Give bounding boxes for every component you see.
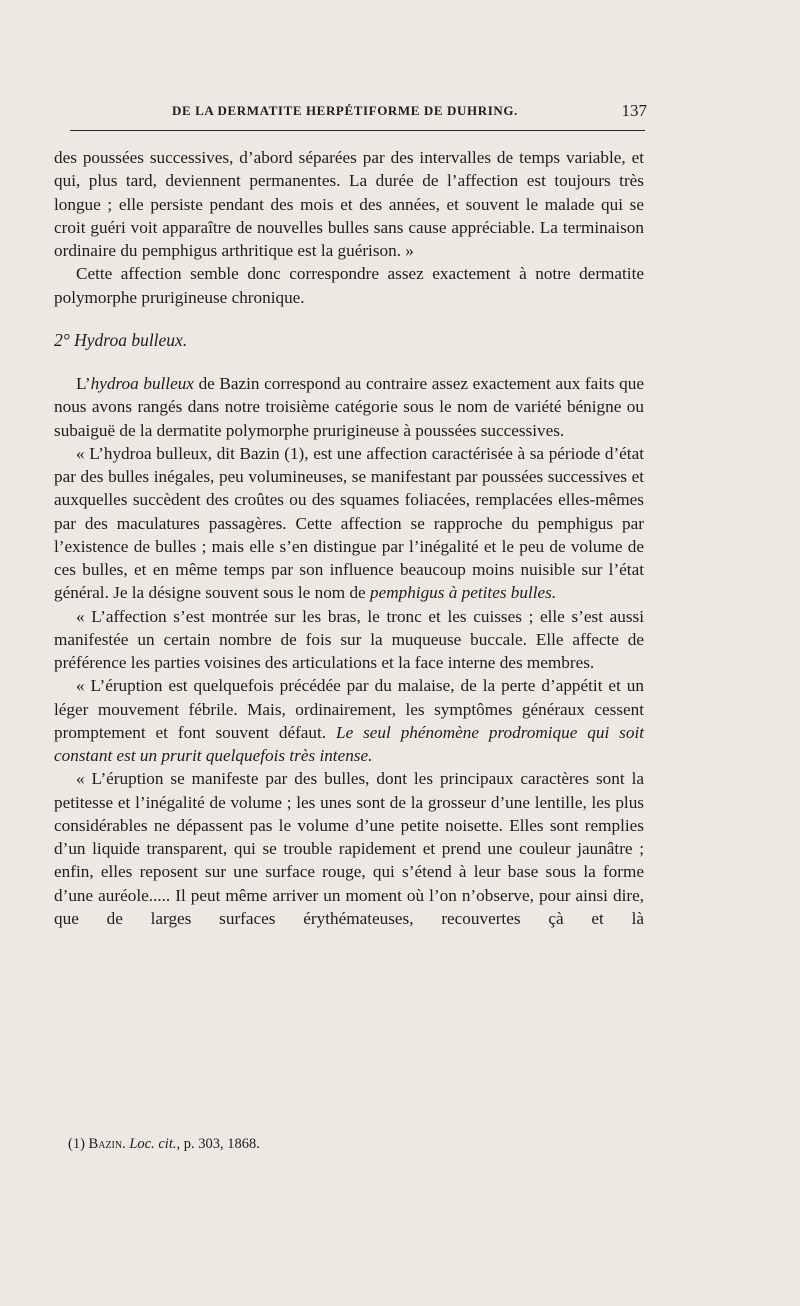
footnote-separator: .	[122, 1136, 130, 1152]
paragraph-4-text: « L’hydroa bulleux, dit Bazin (1), est une affection caractérisée à sa période d’état par des bulles inégales, peu volumineuses, se manifestant par poussées successives et auxquelles succèdent des croûtes ou des squames foliacées, remplacées elles-mêmes par des maculatures passagères. Cette affection se rapproche du pemphigus par l’existence de bulles ; mais elle s’en distingue par l’inégalité et le peu de volume de ces bulles, et en même temps par son influence beaucoup moins nuisible sur l’état général. Je la désigne souvent sous le nom de	[54, 443, 644, 603]
footnote	[68, 1134, 643, 1154]
paragraph-1: des poussées successives, d’abord séparées par des intervalles de temps variable, et qui, plus tard, deviennent permanentes. La durée de l’affection est toujours très longue ; elle persiste pendant des mois et des années, et souvent le malade qui se croit guéri voit apparaître de nouvelles bulles sans cause appréciable. La terminaison ordinaire du pemphigus arthritique est la guérison. »	[54, 148, 644, 260]
paragraph-4-italic: pemphigus à petites bulles.	[369, 583, 557, 603]
page-number: 137	[621, 101, 647, 120]
paragraph-3-italic: hydroa bulleux	[90, 374, 194, 393]
paragraph-2: Cette affection semble donc correspondre assez exactement à notre dermatite polymorphe prurigineuse chronique.	[54, 264, 644, 307]
footnote-rest: , p. 303, 1868.	[176, 1136, 260, 1152]
paragraph-4	[54, 442, 644, 605]
footnote-author: Bazin	[88, 1136, 123, 1152]
body-text	[54, 146, 644, 930]
footnote-reference: Loc. cit.	[129, 1136, 177, 1152]
paragraph-6-italic: Le seul phénomène prodromique qui soit constant est un prurit quelquefois très intense.	[54, 722, 644, 765]
paragraph-5: « L’affection s’est montrée sur les bras, le tronc et les cuisses ; elle s’est aussi manifestée un certain nombre de fois sur la muqueuse buccale. Elle affecte de préférence les parties voisines des articulations et la face interne des membres.	[54, 606, 644, 672]
paragraph-6	[54, 674, 644, 767]
header-rule	[70, 130, 645, 131]
page-header	[172, 101, 647, 123]
running-title: DE LA DERMATITE HERPÉTIFORME DE DUHRING.	[172, 103, 518, 118]
footnote-marker: (1)	[68, 1136, 89, 1152]
paragraph-6-text: « L’éruption est quelquefois précédée par du malaise, de la perte d’appétit et un léger mouvement fébrile. Mais, ordinairement, les symptômes généraux cessent promptement et font souvent défaut.	[54, 676, 644, 742]
paragraph-3-rest: de Bazin correspond au contraire assez exactement aux faits que nous avons rangés dans notre troisième catégorie sous le nom de variété bénigne ou subaiguë de la dermatite polymorphe prurigineuse à poussées successives.	[54, 374, 644, 440]
paragraph-7: « L’éruption se manifeste par des bulles, dont les principaux caractères sont la petitesse et l’inégalité de volume ; les unes sont de la grosseur d’une lentille, les plus considérables ne dépassent pas le volume d’une petite noisette. Elles sont remplies d’un liquide transparent, qui se trouble rapidement et prend une couleur jaunâtre ; enfin, elles reposent sur une surface rouge, qui s’étend à leur base sous la forme d’une auréole..... Il peut même arriver un moment où l’on n’observe, pour ainsi dire, que de larges surfaces érythémateuses, recouvertes çà et là	[54, 769, 644, 928]
paragraph-3	[54, 372, 644, 442]
paragraph-3-prefix: L’	[76, 374, 91, 393]
section-heading: 2° Hydroa bulleux.	[54, 329, 188, 350]
